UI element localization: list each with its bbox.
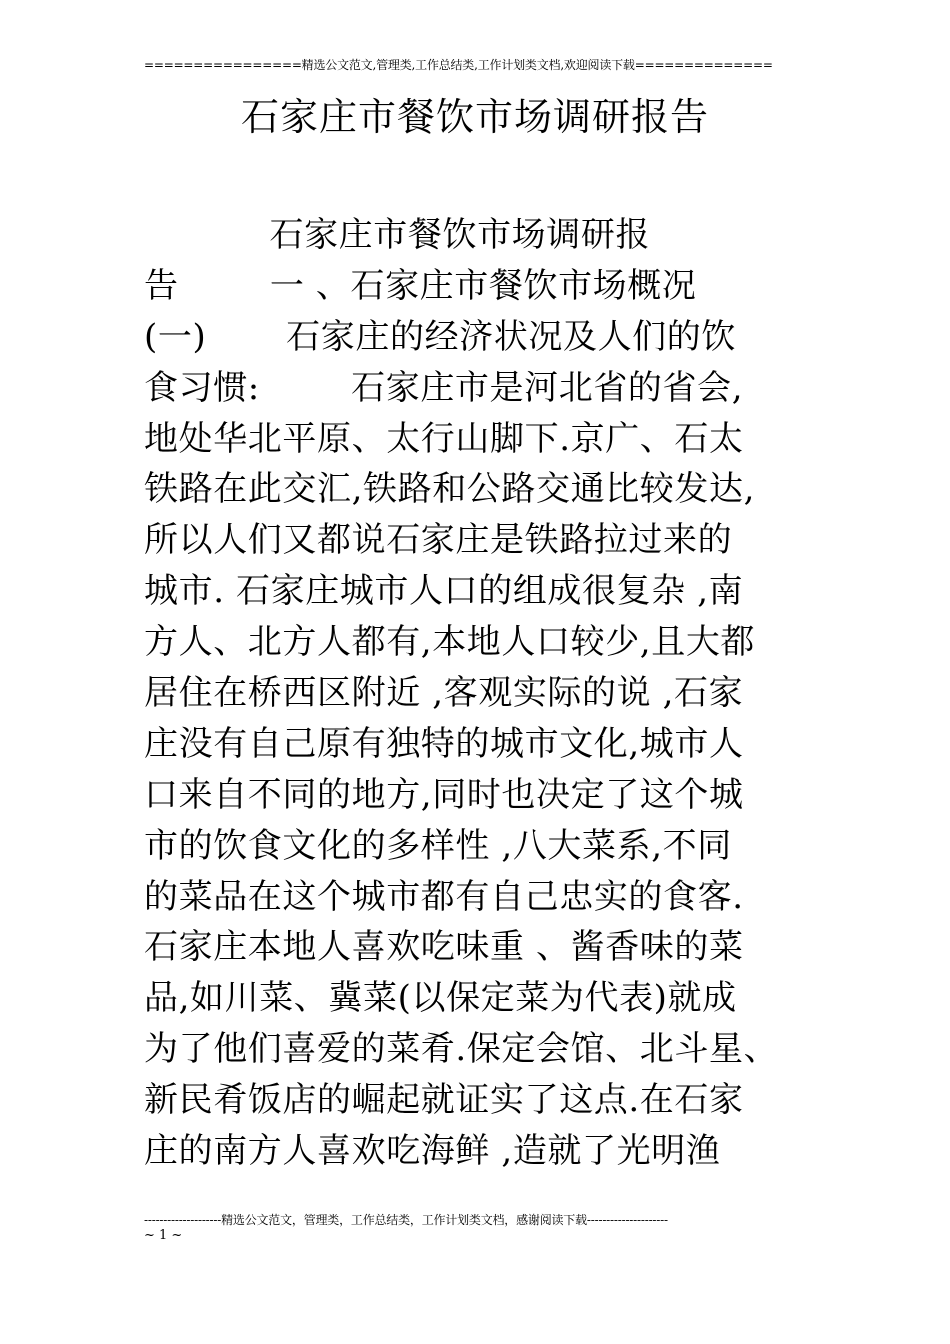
body-line: 石家庄市餐饮市场调研报 bbox=[144, 215, 651, 255]
body-line: 地处华北平原、太行山脚下.京广、石太 bbox=[144, 418, 744, 459]
footer-banner: --------------------精选公文范文，管理类，工作总结类，工作计划类文档，感谢阅读下载--------------------- bbox=[144, 1213, 668, 1227]
body-line: 品,如川菜、冀菜(以保定菜为代表)就成 bbox=[144, 978, 737, 1019]
body-line: 口来自不同的地方,同时也决定了这个城 bbox=[144, 774, 744, 815]
body-line: 所以人们又都说石家庄是铁路拉过来的 bbox=[144, 520, 733, 561]
body-line: 方人、北方人都有,本地人口较少,且大都 bbox=[144, 622, 756, 663]
body-line: 食习惯: 石家庄市是河北省的省会, bbox=[144, 367, 744, 408]
document-title: 石家庄市餐饮市场调研报告 bbox=[240, 95, 709, 139]
body-line: 庄没有自己原有独特的城市文化,城市人 bbox=[144, 723, 744, 764]
body-line: (一) 石家庄的经济状况及人们的饮 bbox=[144, 316, 736, 357]
body-line: 的菜品在这个城市都有自己忠实的食客. bbox=[144, 876, 744, 917]
header-banner: ================精选公文范文,管理类,工作总结类,工作计划类文档,欢迎阅读下载============== bbox=[144, 58, 773, 72]
body-line: 新民肴饭店的崛起就证实了这点.在石家 bbox=[144, 1080, 744, 1121]
body-line: 告 一 、石家庄市餐饮市场概况 bbox=[144, 265, 697, 306]
body-line: 庄的南方人喜欢吃海鲜 ,造就了光明渔 bbox=[144, 1131, 721, 1172]
body-line: 为了他们喜爱的菜肴.保定会馆、北斗星、 bbox=[144, 1029, 779, 1070]
body-line: 城市. 石家庄城市人口的组成很复杂 ,南 bbox=[144, 571, 744, 612]
body-line: 市的饮食文化的多样性 ,八大菜系,不同 bbox=[144, 825, 732, 866]
body-text bbox=[144, 210, 814, 1177]
body-line: 石家庄本地人喜欢吃味重 、酱香味的菜 bbox=[144, 927, 744, 968]
body-line: 铁路在此交汇,铁路和公路交通比较发达, bbox=[144, 469, 756, 510]
body-line: 居住在桥西区附近 ,客观实际的说 ,石家 bbox=[144, 673, 744, 714]
page-number: ~ 1 ~ bbox=[144, 1228, 183, 1243]
